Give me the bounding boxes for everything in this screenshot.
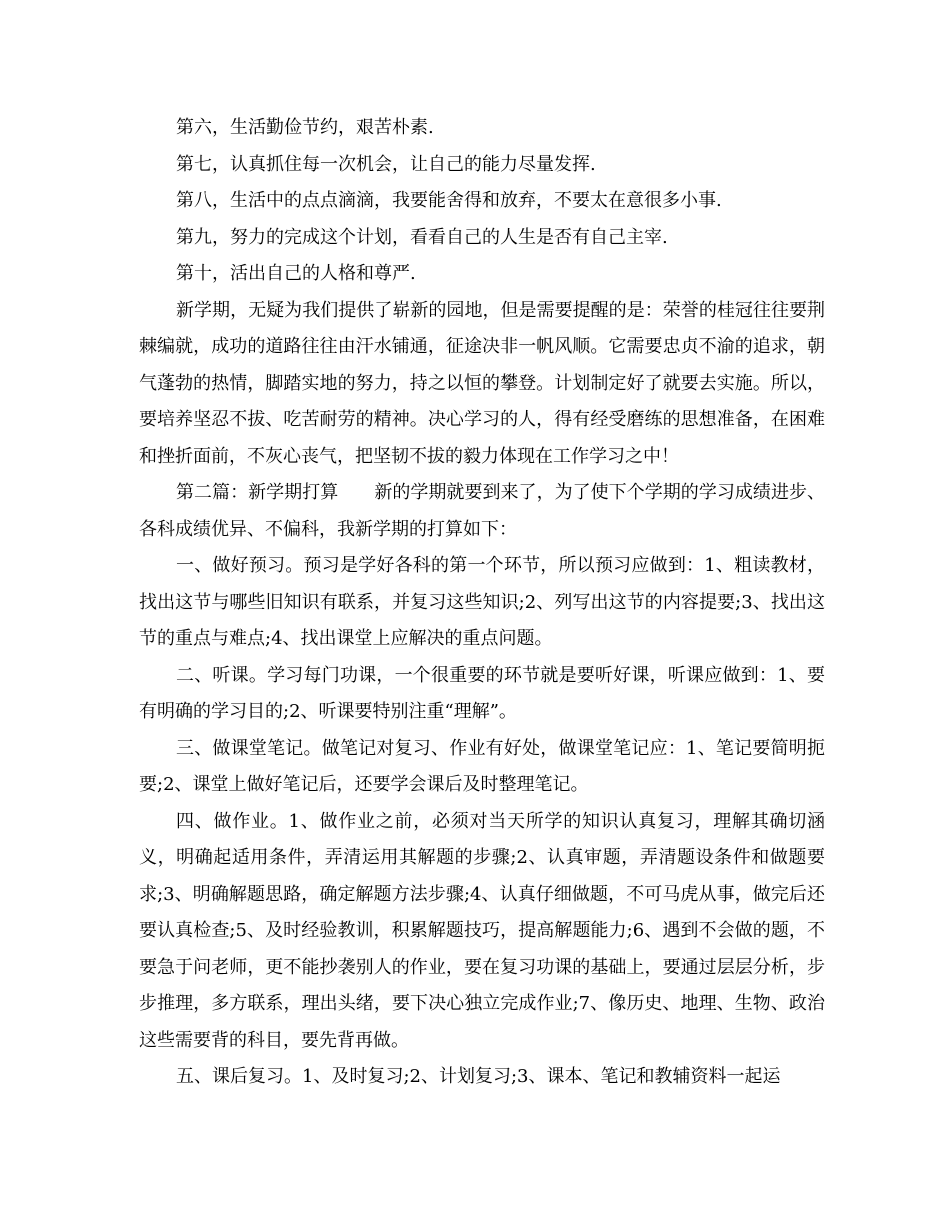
document-body bbox=[139, 110, 825, 1096]
paragraph-class-notes: 三、做课堂笔记。做笔记对复习、作业有好处，做课堂笔记应：1、笔记要简明扼要;2、课堂上做好笔记后，还要学会课后及时整理笔记。 bbox=[139, 737, 825, 795]
paragraph-listen-class: 二、听课。学习每门功课，一个很重要的环节就是要听好课，听课应做到：1、要有明确的学习目的;2、听课要特别注重“理解”。 bbox=[139, 664, 825, 722]
paragraph-item-10: 第十，活出自己的人格和尊严. bbox=[176, 263, 416, 284]
paragraph-homework: 四、做作业。1、做作业之前，必须对当天所学的知识认真复习，理解其确切涵义，明确起适用条件，弄清运用其解题的步骤;2、认真审题，弄清题设条件和做题要求;3、明确解题思路，确定解题方法步骤;4、认真仔细做题，不可马虎从事，做完后还要认真检查;5、及时经验教训，积累解题技巧，提高解题能力;6、遇到不会做的题，不要急于问老师，更不能抄袭别人的作业，要在复习功课的基础上，要通过层层分析，步步推理，多方联系，理出头绪，要下决心独立完成作业;7、像历史、地理、生物、政治这些需要背的科目，要先背再做。 bbox=[139, 810, 825, 1051]
paragraph-item-8: 第八，生活中的点点滴滴，我要能舍得和放弃，不要太在意很多小事. bbox=[176, 190, 722, 211]
paragraph-preview: 一、做好预习。预习是学好各科的第一个环节，所以预习应做到：1、粗读教材，找出这节与哪些旧知识有联系，并复习这些知识;2、列写出这节的内容提要;3、找出这节的重点与难点;4、找出课堂上应解决的重点问题。 bbox=[139, 555, 825, 649]
paragraph-second-article-intro: 第二篇：新学期打算 新的学期就要到来了，为了使下个学期的学习成绩进步、各科成绩优异、不偏科，我新学期的打算如下： bbox=[139, 482, 825, 540]
paragraph-item-9: 第九，努力的完成这个计划，看看自己的人生是否有自己主宰. bbox=[176, 226, 668, 248]
paragraph-item-7: 第七，认真抓住每一次机会，让自己的能力尽量发挥. bbox=[176, 153, 596, 175]
paragraph-review: 五、课后复习。1、及时复习;2、计划复习;3、课本、笔记和教辅资料一起运 bbox=[176, 1066, 781, 1087]
paragraph-item-6: 第六，生活勤俭节约，艰苦朴素. bbox=[176, 117, 434, 138]
paragraph-new-semester-reflection: 新学期，无疑为我们提供了崭新的园地，但是需要提醒的是：荣誉的桂冠往往要荆棘编就，成功的道路往往由汗水铺通，征途决非一帆风顺。它需要忠贞不渝的追求，朝气蓬勃的热情，脚踏实地的努力，持之以恒的攀登。计划制定好了就要去实施。所以，要培养坚忍不拔、吃苦耐劳的精神。决心学习的人，得有经受磨练的思想准备，在困难和挫折面前，不灰心丧气，把坚韧不拔的毅力体现在工作学习之中！ bbox=[139, 299, 825, 467]
